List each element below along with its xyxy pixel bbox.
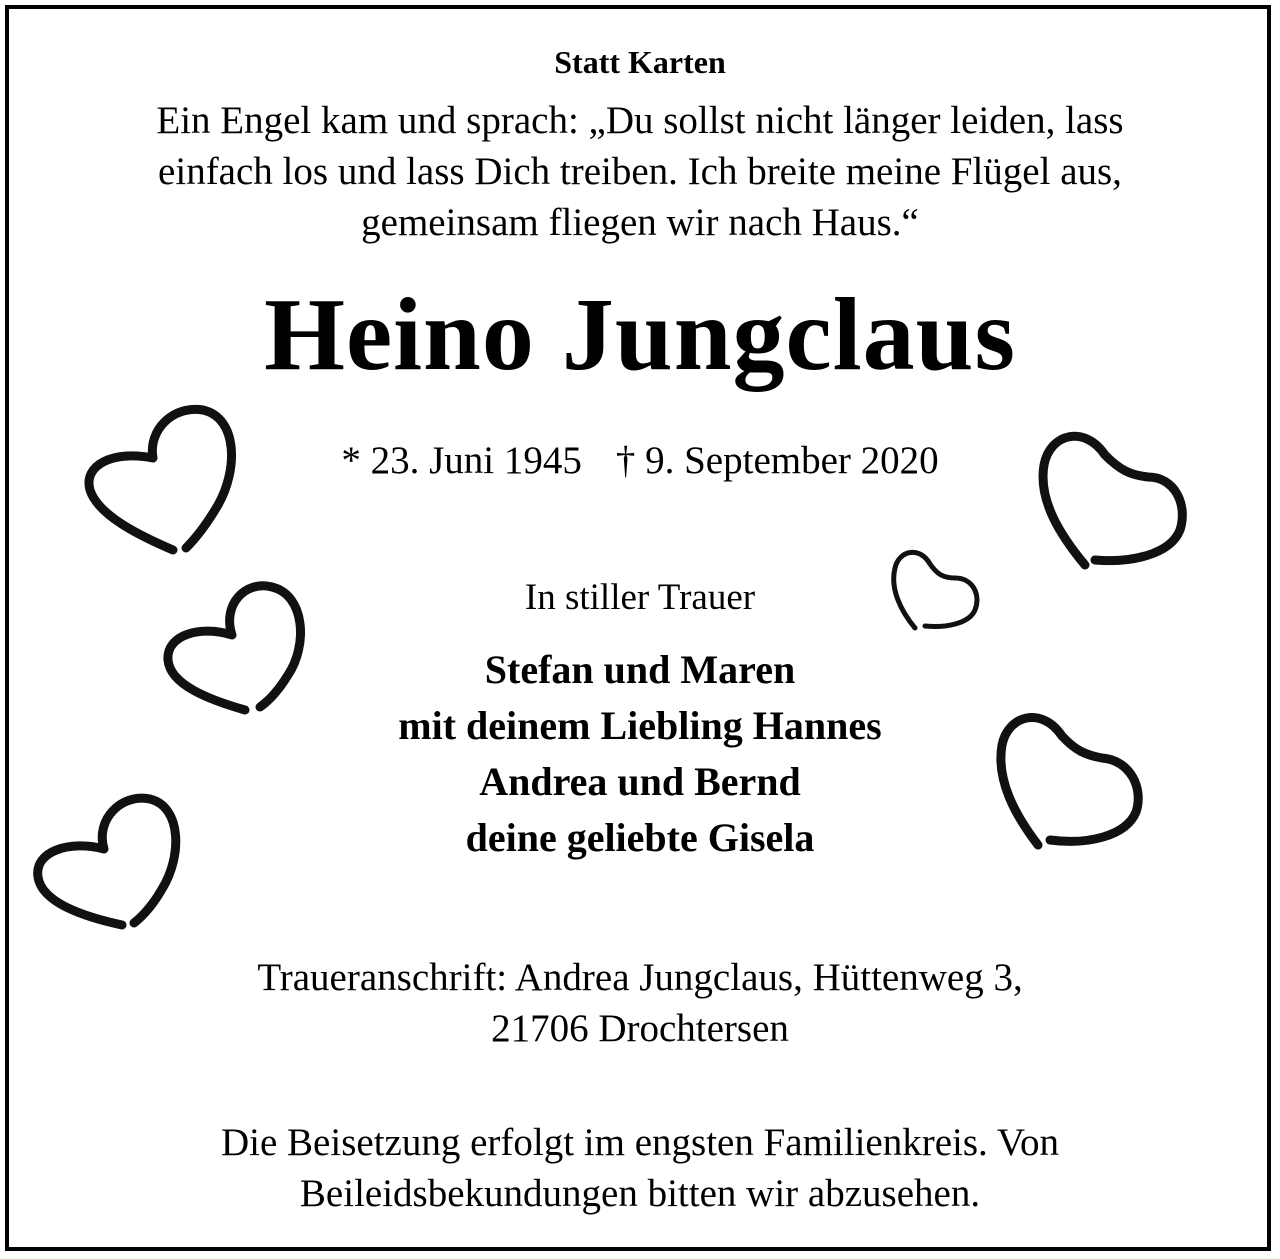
family-member: mit deinem Liebling Hannes bbox=[398, 703, 882, 748]
deceased-name: Heino Jungclaus bbox=[264, 277, 1016, 392]
heart-icon bbox=[1030, 415, 1195, 575]
heart-icon bbox=[30, 785, 190, 935]
mourning-address: Traueranschrift: Andrea Jungclaus, Hüttenweg 3, bbox=[257, 956, 1023, 999]
burial-note: Die Beisetzung erfolgt im engsten Familienkreis. Von bbox=[220, 1121, 1059, 1164]
quote-line: einfach los und lass Dich treiben. Ich breite meine Flügel aus, bbox=[158, 150, 1122, 193]
family-member: Stefan und Maren bbox=[484, 647, 796, 692]
birth-date: * 23. Juni 1945 bbox=[341, 439, 582, 482]
quote-line: Ein Engel kam und sprach: „Du sollst nicht länger leiden, lass bbox=[156, 99, 1124, 142]
family-member: deine geliebte Gisela bbox=[465, 815, 815, 860]
heart-icon bbox=[160, 575, 310, 720]
family-member: Andrea und Bernd bbox=[479, 759, 801, 804]
heart-icon bbox=[885, 540, 985, 635]
mourning-intro: In stiller Trauer bbox=[524, 577, 756, 618]
heart-icon bbox=[990, 700, 1150, 855]
burial-note: Beileidsbekundungen bitten wir abzusehen. bbox=[299, 1172, 981, 1215]
death-date: † 9. September 2020 bbox=[615, 439, 939, 482]
mourning-address: 21706 Drochtersen bbox=[491, 1007, 789, 1050]
quote-line: gemeinsam fliegen wir nach Haus.“ bbox=[361, 201, 919, 244]
heart-icon bbox=[78, 400, 248, 560]
header-statt-karten: Statt Karten bbox=[554, 44, 726, 80]
